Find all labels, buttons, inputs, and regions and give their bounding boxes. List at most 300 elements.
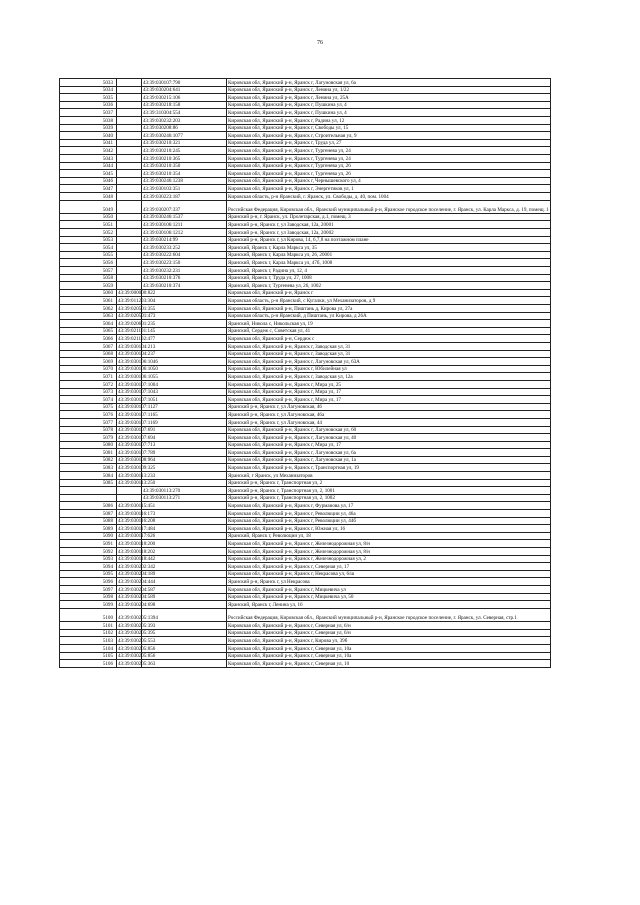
address-cell: Яранский р-н, Яранск г, Транспортная ул, 2, 1001 [227, 487, 551, 495]
table-row [60, 441, 551, 449]
row-number-cell: 5067 [60, 342, 117, 350]
address-cell: Кировская обл, Яранский р-н, Яранск г, Северная ул, 10 [227, 660, 551, 668]
table-row [60, 132, 551, 140]
table-row [60, 593, 551, 601]
cadastral-number-cell: 43:39:030210:365 [142, 154, 227, 162]
cadastral-number-cell: 43:39:030210:321 [142, 139, 227, 147]
address-cell: Кировская обл, Яранский р-н, Яранск г, Северная ул, 10а [227, 652, 551, 660]
address-cell: Кировская обл, Яранский р-н, Яранск г, Тургенева ул, 24 [227, 147, 551, 155]
row-number-cell: 5047 [60, 185, 117, 193]
address-cell: Яранский р-н, г. Яранск, ул. Пролетарская, д.1, помещ. 3 [227, 213, 551, 221]
cadastral-number-left-cell: 43:39:030106:1050 [118, 366, 158, 373]
row-number-cell: 5083 [60, 464, 117, 472]
cadastral-number-left-cell [117, 86, 142, 94]
cadastral-number-left-cell: 43:39:030204:587 [118, 586, 156, 593]
row-number-cell: 5064 [60, 320, 117, 328]
row-number-cell: 5068 [60, 350, 117, 358]
table-row [60, 637, 551, 645]
table-row [60, 449, 551, 457]
row-number-cell [60, 494, 117, 502]
row-number-cell: 5080 [60, 441, 117, 449]
address-cell: Кировская обл, Яранский р-н, Яранск г, Южная ул, 16 [227, 525, 551, 533]
cadastral-number-left-cell [117, 79, 142, 87]
cadastral-number-left-cell [117, 94, 142, 102]
address-cell: Кировская обл, Яранский р-н, Пиштань д, Кирова ул, 27а [227, 305, 551, 313]
address-cell: Кировская обл, Яранский р-н, Яранск г, Мицкевича ул, 50 [227, 593, 551, 601]
address-cell: Яранский р-н, Яранск г, ул Заводская, 12а, 20001 [227, 221, 551, 229]
cadastral-number-cell: 43:39:030210:354 [142, 170, 227, 178]
cadastral-number-left-cell [117, 132, 142, 140]
row-number-cell [60, 487, 117, 495]
row-number-cell: 5043 [60, 154, 117, 162]
table-row [60, 479, 551, 487]
cadastral-number-left-cell: 43:39:030118:200 [118, 541, 156, 548]
table-row [60, 418, 551, 426]
address-cell: Кировская обл, Яранский р-н, Яранск г, Железнодорожная ул, 8/н [227, 548, 551, 556]
table-row [60, 177, 551, 185]
cadastral-number-cell: 43:39:030246:1238 [142, 177, 227, 185]
cadastral-number-cell: 43:39:030103:351 [142, 185, 227, 193]
table-row [60, 342, 551, 350]
table-row [60, 109, 551, 117]
cadastral-number-left-cell: 43:39:030107:713 [118, 442, 156, 449]
cadastral-number-left-cell: 43:39:030115:451 [118, 503, 156, 510]
registry-body [60, 79, 551, 668]
row-number-cell: 5058 [60, 274, 117, 282]
cadastral-number-left-cell: 43:39:030116:208 [118, 518, 156, 525]
address-cell: Российская Федерация, Кировская обл., Яранский муниципальный р-н, Яранское городское поселение, г. Яранск, ул. Северная, стр.1 [227, 608, 551, 621]
table-row [60, 517, 551, 525]
cadastral-number-left-cell: 43:39:030205:1394 [117, 608, 142, 621]
cadastral-number-left-cell: 43:39:020501:473 [118, 313, 156, 320]
table-row [60, 147, 551, 155]
cadastral-number-left-cell [117, 185, 142, 193]
cadastral-number-left-cell: 43:39:030109:325 [118, 465, 156, 472]
cadastral-number-cell: 43:39:030232:231 [142, 267, 227, 275]
cadastral-number-left-cell: 43:39:030118:442 [118, 556, 156, 563]
address-cell: Кировская обл, Яранский р-н, Яранск г, Северная ул, 6/н [227, 622, 551, 630]
address-cell: Яранский, Яранск г, Ленина ул, 16 [227, 601, 551, 609]
address-cell: Яранский, Яранск г, Радина ул, 12, 4 [227, 267, 551, 275]
row-number-cell: 5096 [60, 578, 117, 586]
address-cell: Яранский р-н, Яранск г, Транспортная ул, 2, 1002 [227, 494, 551, 502]
cadastral-number-left-cell: 43:39:020501:355 [118, 305, 156, 312]
row-number-cell: 5098 [60, 593, 117, 601]
row-number-cell: 5036 [60, 101, 117, 109]
table-row [60, 578, 551, 586]
row-number-cell: 5065 [60, 327, 117, 335]
cadastral-number-cell: 43:39:030222:604 [142, 251, 227, 259]
address-cell: Яранский р-н, Яранск г, ул Некрасова [227, 578, 551, 586]
cadastral-number-left-cell [117, 109, 142, 117]
table-row [60, 213, 551, 221]
cadastral-number-cell: 43:39:030208:86 [142, 124, 227, 132]
table-row [60, 396, 551, 404]
table-row [60, 335, 551, 343]
cadastral-number-left-cell: 43:39:030108:964 [118, 457, 156, 464]
cadastral-number-left-cell [117, 494, 142, 502]
address-cell: Яранский р-н, Яранск г, Транспортная ул, 2 [227, 479, 551, 487]
row-number-cell: 5061 [60, 297, 117, 305]
row-number-cell: 5104 [60, 644, 117, 652]
cadastral-number-left-cell [117, 116, 142, 124]
row-number-cell: 5091 [60, 540, 117, 548]
cadastral-number-cell: 43:39:030214:99 [142, 236, 227, 244]
address-cell: Яранский, Яранск г, Революции ул, 18 [227, 532, 551, 540]
row-number-cell: 5081 [60, 449, 117, 457]
cadastral-number-left-cell: 43:39:030204:189 [118, 571, 156, 578]
row-number-cell: 5099 [60, 601, 117, 609]
address-cell: Кировская обл, Яранский р-н, Яранск г, Революции ул, 46а [227, 510, 551, 518]
cadastral-number-left-cell: 43:39:030205:393 [118, 622, 156, 629]
address-cell: Яранский, Яранск г, Карла Маркса ул, 47б, 1008 [227, 259, 551, 267]
table-row [60, 358, 551, 366]
table-row [60, 622, 551, 630]
address-cell: Кировская обл, Яранский р-н, Яранск г, Труда ул, 27 [227, 139, 551, 147]
cadastral-number-cell: 43:39:030246:1077 [142, 132, 227, 140]
table-row [60, 532, 551, 540]
row-number-cell: 5090 [60, 532, 117, 540]
address-cell: Кировская обл, Яранский р-н, Яранск г, Северная ул, 10а [227, 644, 551, 652]
table-row [60, 510, 551, 518]
address-cell: Кировская обл, Яранский р-н, Яранск г, Чернышевского ул, 4 [227, 177, 551, 185]
table-row [60, 380, 551, 388]
address-cell: Кировская обл, Яранский р-н, Яранск г, Северная ул, 6/н [227, 629, 551, 637]
cadastral-number-left-cell: 43:39:030106:1055 [118, 373, 158, 380]
cadastral-number-cell: 43:39:030233:252 [142, 244, 227, 252]
row-number-cell: 5087 [60, 510, 117, 518]
row-number-cell: 5060 [60, 289, 117, 297]
cadastral-number-left-cell [117, 236, 142, 244]
row-number-cell: 5052 [60, 229, 117, 237]
row-number-cell: 5044 [60, 162, 117, 170]
address-cell: Яранский, Яранск г, Тургенева ул, 26, 1002 [227, 282, 551, 290]
row-number-cell: 5078 [60, 426, 117, 434]
table-row [60, 426, 551, 434]
cadastral-number-cell: 43:39:030210:374 [142, 282, 227, 290]
address-cell: Кировская обл, Яранский р-н, Яранск г, Ленина ул, 1/22 [227, 86, 551, 94]
table-row [60, 525, 551, 533]
cadastral-number-left-cell: 43:39:011203:304 [118, 298, 156, 305]
cadastral-number-left-cell: 43:39:030113:250 [118, 480, 156, 487]
row-number-cell: 5056 [60, 259, 117, 267]
row-number-cell: 5086 [60, 502, 117, 510]
row-number-cell: 5084 [60, 472, 117, 480]
table-row [60, 259, 551, 267]
cadastral-number-left-cell: 43:39:030205:856 [118, 645, 156, 652]
cadastral-number-left-cell: 43:39:030205:363 [118, 660, 156, 667]
cadastral-number-left-cell [117, 244, 142, 252]
row-number-cell: 5055 [60, 251, 117, 259]
cadastral-number-left-cell: 43:39:030204:589 [118, 594, 156, 601]
table-row [60, 274, 551, 282]
address-cell: Кировская обл, Яранский р-н, Яранск г, Ленина ул, 25А [227, 94, 551, 102]
address-cell: Кировская обл, Яранский р-н, Яранск г, Юбилейная ул [227, 365, 551, 373]
address-cell: Яранский, Яранск г, Карла Маркса ул, 26, 20001 [227, 251, 551, 259]
table-row [60, 170, 551, 178]
cadastral-number-left-cell: 43:39:030107:1004 [118, 381, 158, 388]
row-number-cell: 5033 [60, 79, 117, 87]
table-row [60, 282, 551, 290]
row-number-cell: 5103 [60, 637, 117, 645]
address-cell: Кировская обл, Яранский р-н, Яранск г, Свободы ул, 15 [227, 124, 551, 132]
cadastral-number-cell: 43:39:030106:1211 [142, 221, 227, 229]
row-number-cell: 5077 [60, 418, 117, 426]
row-number-cell: 5046 [60, 177, 117, 185]
cadastral-number-cell: 43:39:030204:641 [142, 86, 227, 94]
address-cell: Кировская обл, Яранский р-н, Яранск г, Лагуновская ул, 1а [227, 456, 551, 464]
row-number-cell: 5048 [60, 192, 117, 200]
cadastral-number-left-cell [117, 213, 142, 221]
cadastral-number-cell: 43:39:030218:158 [142, 101, 227, 109]
cadastral-number-left-cell: 43:39:030204:444 [118, 578, 156, 585]
cadastral-number-cell: 43:39:030246:1537 [142, 213, 227, 221]
row-number-cell: 5054 [60, 244, 117, 252]
table-row [60, 411, 551, 419]
table-row [60, 555, 551, 563]
cadastral-number-left-cell [117, 282, 142, 290]
address-cell: Кировская обл, Яранский р-н, Сердеж с [227, 335, 551, 343]
table-row [60, 251, 551, 259]
cadastral-number-left-cell [117, 200, 142, 213]
row-number-cell: 5049 [60, 200, 117, 213]
address-cell: Кировская обл, Яранский р-н, Яранск г, Лагуновская ул, 63А [227, 358, 551, 366]
cadastral-number-left-cell: 43:39:030107:1165 [118, 411, 158, 418]
cadastral-number-left-cell [117, 267, 142, 275]
address-cell: Кировская обл, Яранский р-н, Яранск г, Энергетиков ул, 1 [227, 185, 551, 193]
address-cell: Яранский, Яранск г, Карла Маркса ул, 35 [227, 244, 551, 252]
row-number-cell: 5093 [60, 555, 117, 563]
row-number-cell: 5039 [60, 124, 117, 132]
cadastral-number-left-cell: 43:39:030107:1043 [118, 389, 158, 396]
cadastral-number-left-cell: 43:39:030104:213 [118, 343, 156, 350]
address-cell: Кировская обл, Яранский р-н, Яранск г, Некрасова ул, 6/ш [227, 570, 551, 578]
address-cell: Кировская обл, Яранский р-н, Яранск г, Заводская ул, 12а [227, 373, 551, 381]
cadastral-number-cell: 43:39:030210:376 [142, 274, 227, 282]
table-row [60, 434, 551, 442]
address-cell: Кировская обл, Яранский р-н, Яранск г, Лагуновская ул, 6а [227, 79, 551, 87]
table-row [60, 305, 551, 313]
cadastral-number-left-cell: 43:39:030113:233 [118, 472, 156, 479]
address-cell: Яранский, Яранск г, Труда ул, 27, 1008 [227, 274, 551, 282]
cadastral-number-left-cell: 43:39:020601:235 [118, 320, 156, 327]
address-cell: Яранский, г Яранск, ул Механизаторов [227, 472, 551, 480]
cadastral-number-left-cell: 43:39:030118:202 [118, 548, 156, 555]
cadastral-number-left-cell: 43:39:030107:1051 [118, 396, 158, 403]
address-cell: Кировская обл, Яранский р-н, Яранск г, Тургенева ул, 26 [227, 170, 551, 178]
cadastral-number-cell: 43:39:030223:187 [142, 192, 227, 200]
cadastral-number-left-cell: 43:39:021102:477 [118, 335, 156, 342]
row-number-cell: 5094 [60, 563, 117, 571]
row-number-cell: 5040 [60, 132, 117, 140]
table-row [60, 327, 551, 335]
table-row [60, 350, 551, 358]
table-row [60, 236, 551, 244]
table-row [60, 652, 551, 660]
cadastral-number-cell: 43:39:030207:337 [142, 200, 227, 213]
table-row [60, 267, 551, 275]
row-number-cell: 5035 [60, 94, 117, 102]
cadastral-number-left-cell: 43:39:030204:698 [118, 601, 156, 608]
cadastral-number-left-cell: 43:39:030202:342 [118, 563, 156, 570]
cadastral-number-cell: 43:39:030223:150 [142, 259, 227, 267]
address-cell: Кировская обл, Яранский р-н, Яранск г, Фурманова ул, 17 [227, 502, 551, 510]
cadastral-number-left-cell: 43:39:021101:145 [118, 328, 156, 335]
address-cell: Яранский р-н, Яранск г, ул Кирова, 14, 6,7,8 на поэтажном плане [227, 236, 551, 244]
table-row [60, 608, 551, 621]
cadastral-number-cell: 43:39:310304:554 [142, 109, 227, 117]
cadastral-number-left-cell: 43:39:030117:626 [118, 533, 156, 540]
address-cell: Кировская обл, Яранский р-н, Яранск г, Строительная ул, 9 [227, 132, 551, 140]
cadastral-number-left-cell: 43:39:030205:856 [118, 653, 156, 660]
table-row [60, 373, 551, 381]
cadastral-number-left-cell [117, 487, 142, 495]
cadastral-number-cell: 43:39:030232:203 [142, 116, 227, 124]
cadastral-number-left-cell: 43:39:030107:1127 [118, 404, 158, 411]
address-cell: Кировская обл, Яранский р-н, Яранск г, Мира ул, 17 [227, 396, 551, 404]
table-row [60, 200, 551, 213]
row-number-cell: 5070 [60, 365, 117, 373]
cadastral-number-left-cell [117, 192, 142, 200]
row-number-cell: 5075 [60, 403, 117, 411]
row-number-cell: 5102 [60, 629, 117, 637]
address-cell: Кировская обл, Яранский р-н, Яранск г, Лагуновская ул, 40 [227, 434, 551, 442]
cadastral-number-cell: 43:39:030113:270 [142, 487, 227, 495]
address-cell: Кировская область, р-н Яранский, г. Яранск, ул. Свободы, д. 40, пом. 1004 [227, 192, 551, 200]
cadastral-number-left-cell [117, 170, 142, 178]
row-number-cell: 5045 [60, 170, 117, 178]
row-number-cell: 5057 [60, 267, 117, 275]
address-cell: Яранский р-н, Яранск г, ул Заводская, 12а, 20002 [227, 229, 551, 237]
row-number-cell: 5062 [60, 305, 117, 313]
row-number-cell: 5074 [60, 396, 117, 404]
table-row [60, 116, 551, 124]
row-number-cell: 5089 [60, 525, 117, 533]
table-row [60, 563, 551, 571]
row-number-cell: 5037 [60, 109, 117, 117]
table-row [60, 221, 551, 229]
row-number-cell: 5076 [60, 411, 117, 419]
row-number-cell: 5095 [60, 570, 117, 578]
cadastral-number-left-cell [117, 162, 142, 170]
table-row [60, 388, 551, 396]
table-row [60, 312, 551, 320]
row-number-cell: 5079 [60, 434, 117, 442]
page-number: 76 [317, 40, 323, 46]
table-row [60, 101, 551, 109]
row-number-cell: 5100 [60, 608, 117, 621]
cadastral-number-cell: 43:39:030210:245 [142, 147, 227, 155]
table-row [60, 660, 551, 668]
table-row [60, 185, 551, 193]
address-cell: Яранский р-н, Яранск г, ул Лагуновская, 46а [227, 411, 551, 419]
address-cell: Кировская обл, Яранский р-н, Яранск г, Северная ул, 17 [227, 563, 551, 571]
table-row [60, 244, 551, 252]
table-row [60, 456, 551, 464]
row-number-cell: 5088 [60, 517, 117, 525]
row-number-cell: 5101 [60, 622, 117, 630]
cadastral-number-left-cell: 43:39:000000:822 [118, 290, 156, 297]
address-cell: Кировская обл, Яранский р-н, Яранск г, Революции ул, 44б [227, 517, 551, 525]
table-row [60, 601, 551, 609]
address-cell: Яранский р-н, Яранск г, ул Лагуновская, 44 [227, 418, 551, 426]
address-cell: Яранский, Никола с, Никольская ул, 19 [227, 320, 551, 328]
cadastral-number-left-cell [117, 101, 142, 109]
cadastral-number-left-cell: 43:39:030205:553 [118, 637, 156, 644]
table-row [60, 548, 551, 556]
address-cell: Кировская обл, Яранский р-н, Яранск г, Мицкевича ул [227, 585, 551, 593]
cadastral-number-left-cell: 43:39:030104:237 [118, 351, 156, 358]
table-row [60, 472, 551, 480]
cadastral-number-left-cell: 43:39:030107:694 [118, 434, 156, 441]
row-number-cell: 5072 [60, 380, 117, 388]
row-number-cell: 5038 [60, 116, 117, 124]
cadastral-number-left-cell: 43:39:030106:1046 [118, 358, 158, 365]
table-row [60, 139, 551, 147]
cadastral-number-cell: 43:39:030113:271 [142, 494, 227, 502]
table-row [60, 494, 551, 502]
cadastral-number-cell: 43:39:030106:1212 [142, 229, 227, 237]
table-row [60, 320, 551, 328]
address-cell: Яранский р-н, Яранск г, ул Лагуновская, 46 [227, 403, 551, 411]
address-cell: Кировская обл, Яранский р-н, Яранск г, Заводская ул, 31 [227, 342, 551, 350]
address-cell: Кировская обл, Яранский р-н, Яранск г, Железнодорожная ул, 8/н [227, 540, 551, 548]
row-number-cell: 5041 [60, 139, 117, 147]
row-number-cell: 5092 [60, 548, 117, 556]
table-row [60, 94, 551, 102]
table-row [60, 403, 551, 411]
cadastral-number-left-cell: 43:39:030117:484 [118, 525, 156, 532]
address-cell: Кировская обл, Яранский р-н, Яранск г, Мира ул, 17 [227, 388, 551, 396]
table-row [60, 124, 551, 132]
row-number-cell: 5053 [60, 236, 117, 244]
table-row [60, 487, 551, 495]
table-row [60, 289, 551, 297]
cadastral-number-left-cell [117, 124, 142, 132]
row-number-cell: 5106 [60, 660, 117, 668]
address-cell: Кировская обл, Яранский р-н, Яранск г, Кирова ул, 39б [227, 637, 551, 645]
row-number-cell: 5071 [60, 373, 117, 381]
address-cell: Российская Федерация, Кировская обл., Яранский муниципальный р-н, Яранское городское поселение, г. Яранск, ул. Карла Маркса, д. 19, помещ. 1 [227, 200, 551, 213]
cadastral-number-left-cell [117, 177, 142, 185]
table-row [60, 79, 551, 87]
row-number-cell: 5042 [60, 147, 117, 155]
row-number-cell: 5059 [60, 282, 117, 290]
address-cell: Кировская обл, Яранский р-н, Яранск г, Пушкина ул, 4 [227, 109, 551, 117]
cadastral-number-left-cell: 43:39:030107:691 [118, 427, 156, 434]
row-number-cell: 5050 [60, 213, 117, 221]
cadastral-number-left-cell: 43:39:030205:395 [118, 630, 156, 637]
row-number-cell: 5085 [60, 479, 117, 487]
table-row [60, 229, 551, 237]
address-cell: Кировская область, р-н Яранский, с Кугалки, ул Механизаторов, д 9 [227, 297, 551, 305]
table-row [60, 464, 551, 472]
row-number-cell: 5051 [60, 221, 117, 229]
address-cell: Кировская обл, Яранский р-н, Яранск г, Железнодорожная ул, 2 [227, 555, 551, 563]
table-row [60, 154, 551, 162]
cadastral-number-left-cell: 43:39:030116:173 [118, 510, 156, 517]
table-row [60, 570, 551, 578]
table-row [60, 585, 551, 593]
table-row [60, 297, 551, 305]
address-cell: Кировская обл, Яранский р-н, Яранск г, Пушкина ул, 4 [227, 101, 551, 109]
cadastral-number-left-cell [117, 251, 142, 259]
table-row [60, 502, 551, 510]
cadastral-number-left-cell [117, 259, 142, 267]
row-number-cell: 5097 [60, 585, 117, 593]
cadastral-number-left-cell [117, 221, 142, 229]
address-cell: Кировская обл, Яранский р-н, Яранск г, Лагуновская ул, 60 [227, 426, 551, 434]
